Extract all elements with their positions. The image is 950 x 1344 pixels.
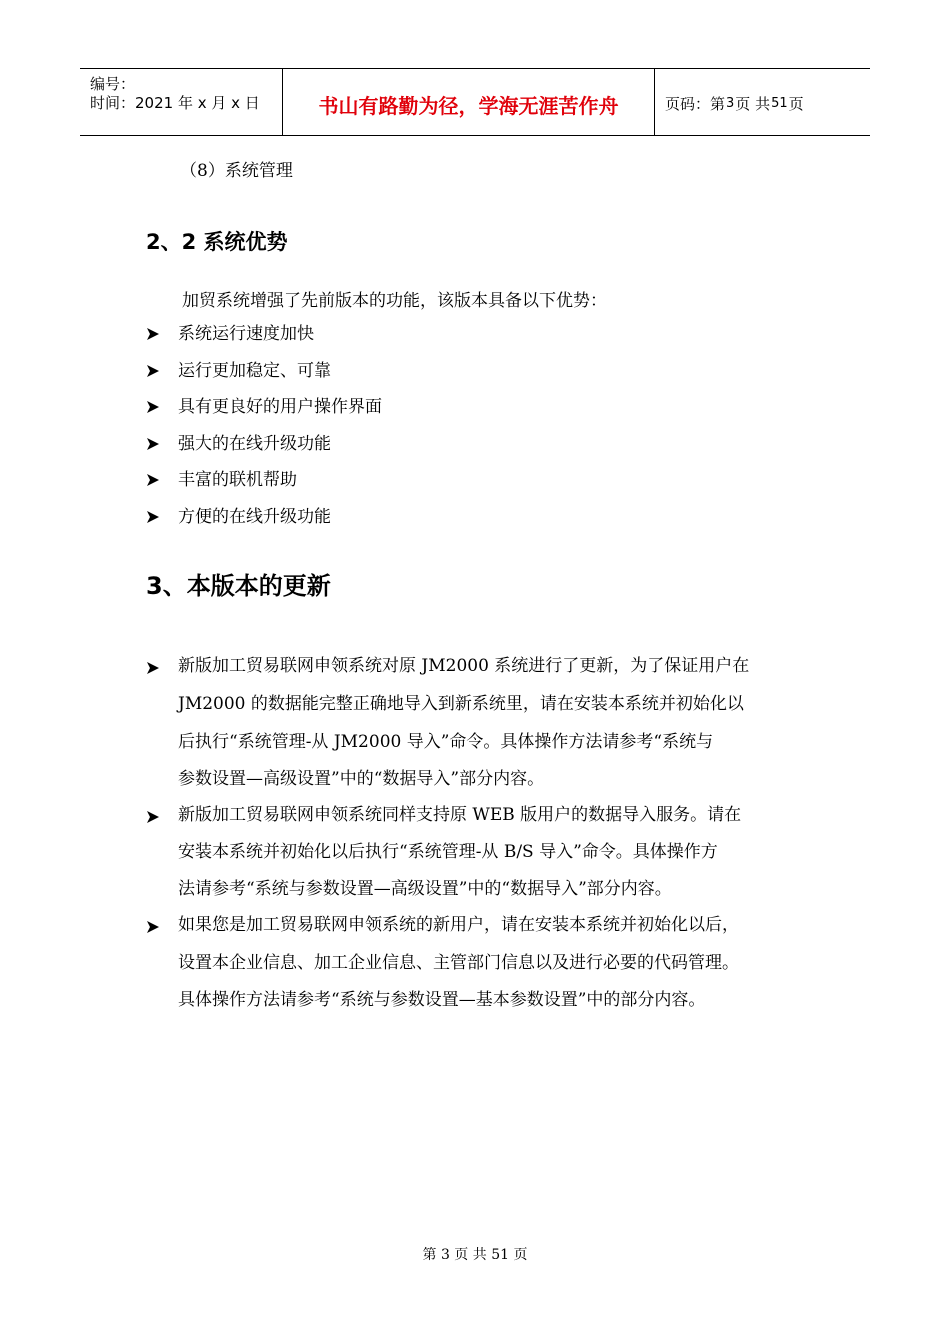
section-heading-updates: 3、本版本的更新 xyxy=(146,572,331,600)
arrow-bullet-icon xyxy=(146,510,160,524)
paragraph-line: 具体操作方法请参考“系统与参数设置—基本参数设置”中的部分内容。 xyxy=(178,990,706,1010)
bullet-text: 方便的在线升级功能 xyxy=(178,507,331,527)
arrow-bullet-icon xyxy=(146,364,160,378)
paragraph-line: 新版加工贸易联网申领系统对原 JM2000 系统进行了更新，为了保证用户在 xyxy=(178,656,750,676)
list-item xyxy=(146,505,331,529)
bullet-text: 具有更良好的用户操作界面 xyxy=(178,397,382,417)
header-page-suffix: 页 xyxy=(788,94,804,113)
update-paragraph xyxy=(146,655,836,795)
header-page-current: 3 xyxy=(726,95,735,111)
list-item xyxy=(146,432,331,456)
section-heading-advantages: 2、2 系统优势 xyxy=(146,230,288,254)
paragraph-line: 新版加工贸易联网申领系统同样支持原 WEB 版用户的数据导入服务。请在 xyxy=(178,805,742,825)
paragraph-line: 后执行“系统管理-从 JM2000 导入”命令。具体操作方法请参考“系统与 xyxy=(178,732,714,752)
header-motto-cell xyxy=(282,69,655,135)
update-paragraph xyxy=(146,914,836,1014)
header-page-cell xyxy=(655,69,870,135)
arrow-bullet-icon xyxy=(146,661,160,675)
page-header xyxy=(80,68,870,136)
header-date-label: 时间：2021 年 x 月 x 日 xyxy=(90,94,260,112)
header-number-label: 编号： xyxy=(90,75,136,93)
header-page-total: 51 xyxy=(771,95,788,111)
header-page-prefix: 页码：第 xyxy=(665,94,726,113)
bullet-text: 丰富的联机帮助 xyxy=(178,470,297,490)
paragraph-line: 参数设置—高级设置”中的“数据导入”部分内容。 xyxy=(178,769,545,789)
list-item xyxy=(146,468,297,492)
arrow-bullet-icon xyxy=(146,437,160,451)
paragraph-line: 设置本企业信息、加工企业信息、主管部门信息以及进行必要的代码管理。 xyxy=(178,953,739,973)
bullet-text: 运行更加稳定、可靠 xyxy=(178,361,331,381)
header-motto: 书山有路勤为径，学海无涯苦作舟 xyxy=(318,93,619,118)
advantages-intro: 加贸系统增强了先前版本的功能，该版本具备以下优势： xyxy=(182,291,607,311)
paragraph-line: JM2000 的数据能完整正确地导入到新系统里，请在安装本系统并初始化以 xyxy=(178,694,744,714)
list-item xyxy=(146,322,314,346)
arrow-bullet-icon xyxy=(146,473,160,487)
paragraph-line: 如果您是加工贸易联网申领系统的新用户，请在安装本系统并初始化以后， xyxy=(178,915,739,935)
header-meta-cell xyxy=(80,69,282,135)
paragraph-line: 安装本系统并初始化以后执行“系统管理-从 B/S 导入”命令。具体操作方 xyxy=(178,842,718,862)
list-item xyxy=(146,395,382,419)
header-page-mid: 页 共 xyxy=(735,94,771,113)
arrow-bullet-icon xyxy=(146,810,160,824)
update-paragraph xyxy=(146,804,836,904)
list-item xyxy=(146,359,331,383)
page-footer: 第 3 页 共 51 页 xyxy=(422,1247,528,1263)
bullet-text: 系统运行速度加快 xyxy=(178,324,314,344)
arrow-bullet-icon xyxy=(146,400,160,414)
arrow-bullet-icon xyxy=(146,920,160,934)
arrow-bullet-icon xyxy=(146,327,160,341)
paragraph-line: 法请参考“系统与参数设置—高级设置”中的“数据导入”部分内容。 xyxy=(178,879,672,899)
list-item-system-management: （8）系统管理 xyxy=(180,161,293,181)
bullet-text: 强大的在线升级功能 xyxy=(178,434,331,454)
